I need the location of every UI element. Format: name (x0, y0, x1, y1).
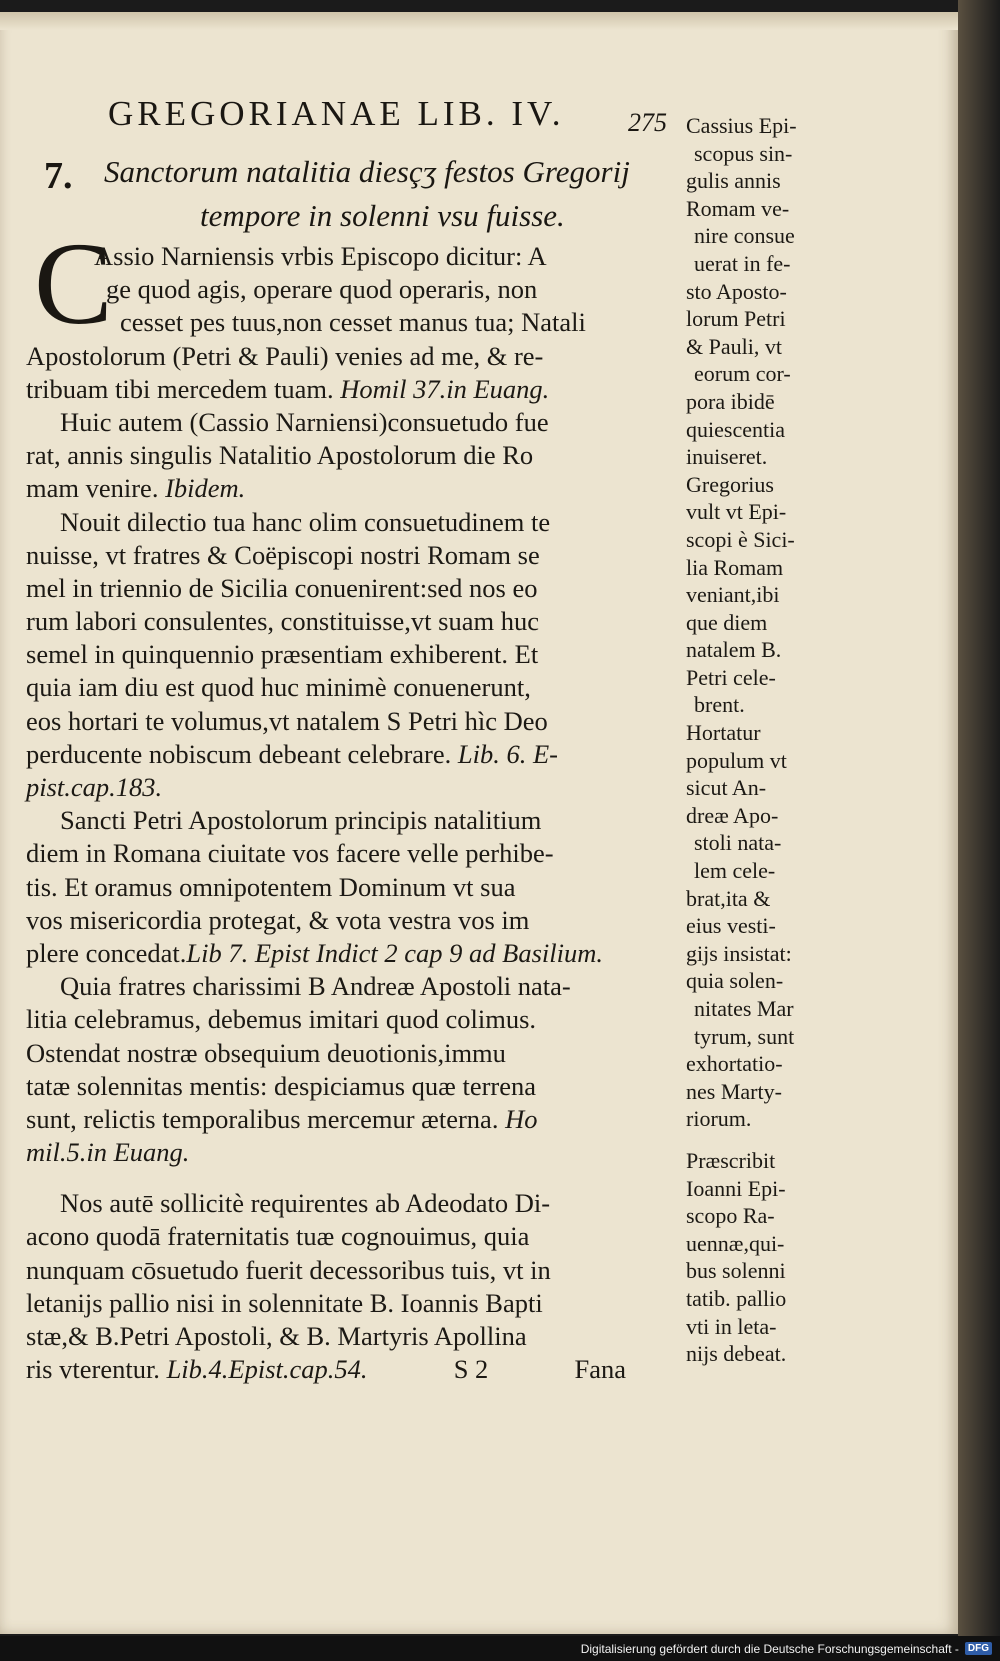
text-line: acono quodā fraternitatis tuæ cognouimus, quia (26, 1221, 530, 1252)
catchword: Fana (574, 1354, 626, 1385)
text-line: Apostolorum (Petri & Pauli) venies ad me, & re- (26, 340, 544, 371)
text-line: Sancti Petri Apostolorum principis natalitium (60, 805, 542, 836)
text-line: tis. Et oramus omnipotentem Dominum vt sua (26, 871, 516, 902)
text-line: tatæ solennitas mentis: despiciamus quæ terrena (26, 1070, 537, 1101)
text-line: Ostendat nostræ obsequium deuotionis,immu (26, 1037, 506, 1068)
margin-note-line: que diem (686, 609, 768, 635)
margin-note-line: brat,ita & (686, 885, 771, 911)
final-text (26, 1353, 368, 1386)
text-line: stæ,& B.Petri Apostoli, & B. Martyris Apollina (26, 1321, 527, 1351)
citation: Lib 7. Epist Indict 2 cap 9 ad Basilium. (186, 937, 603, 968)
citation: Homil 37.in Euang. (340, 373, 550, 404)
text-line: mel in triennio de Sicilia conuenirent:sed nos eo (26, 572, 538, 603)
margin-note-line: lorum Petri (686, 306, 786, 332)
footer-bar (0, 1636, 1000, 1661)
text-run: sunt, relictis temporalibus mercemur æterna. (26, 1103, 499, 1134)
margin-note-line: Præscribit (686, 1147, 776, 1173)
paragraph-gap (26, 1169, 672, 1187)
margin-note-line: pora ibidē (686, 388, 775, 414)
margin-note-line: natalem B. (686, 637, 782, 663)
text-line: Assio Narniensis vrbis Episcopo dicitur: A (94, 241, 547, 271)
margin-note-line: lia Romam (686, 554, 784, 580)
book-spine-shadow (958, 0, 1000, 1636)
text-line (26, 472, 672, 505)
text-line: Quia fratres charissimi B Andreæ Apostoli nata- (60, 971, 571, 1002)
text-run: plere concedat. (26, 937, 187, 968)
citation-line: mil.5.in Euang. (26, 1137, 190, 1168)
margin-note-line: uerat in fe- (694, 250, 791, 276)
margin-note-line: gijs insistat: (686, 940, 792, 966)
text-line: vos misericordia protegat, & vota vestra vos im (26, 904, 530, 935)
margin-note-line: populum vt (686, 747, 787, 773)
margin-note-line: Romam ve- (686, 195, 790, 221)
last-line (26, 1353, 626, 1386)
citation: Ibidem. (165, 473, 246, 504)
margin-note-line: Cassius Epi- (686, 113, 797, 138)
section-title-line: Sanctorum natalitia diesçʒ festos Gregorij (104, 154, 630, 189)
margin-note-line: scopo Ra- (686, 1203, 775, 1229)
text-run: tribuam tibi mercedem tuam. (26, 373, 334, 404)
main-text-block (26, 240, 672, 1386)
text-line: letanijs pallio nisi in solennitate B. Ioannis Bapti (26, 1287, 543, 1318)
margin-note-line: scopi è Sici- (686, 526, 795, 552)
margin-note-line: brent. (694, 692, 745, 718)
margin-note-line: inuiseret. (686, 444, 768, 470)
text-line: Nouit dilectio tua hanc olim consuetudinem te (60, 506, 551, 537)
margin-note-line: Ioanni Epi- (686, 1175, 786, 1201)
text-run: ris vterentur. (26, 1354, 160, 1385)
margin-note-line: nitates Mar (694, 996, 794, 1021)
text-line (26, 738, 672, 771)
text-line: eos hortari te volumus,vt natalem S Petri hìc Deo (26, 705, 548, 736)
citation: Lib. 6. E- (457, 738, 559, 769)
citation: Lib.4.Epist.cap.54. (166, 1354, 368, 1385)
text-line: litia celebramus, debemus imitari quod colimus. (26, 1004, 537, 1035)
text-line: Nos autē sollicitè requirentes ab Adeodato Di- (60, 1188, 551, 1219)
text-line (26, 1353, 672, 1386)
margin-note-line: tyrum, sunt (694, 1023, 795, 1049)
book-page (0, 12, 958, 1634)
margin-note-line: vti in leta- (686, 1313, 777, 1339)
margin-note-line: Petri cele- (686, 664, 776, 690)
margin-note-line: Hortatur (686, 720, 761, 746)
section-number: 7. (44, 155, 73, 197)
margin-note-line: stoli nata- (694, 830, 782, 856)
margin-note-line: sicut An- (686, 775, 767, 801)
page-top-edge (0, 12, 958, 30)
margin-note-line: exhortatio- (686, 1051, 783, 1077)
text-line: rum labori consulentes, constituisse,vt suam huc (26, 606, 539, 637)
margin-note-line: quia solen- (686, 968, 784, 994)
text-line: nuisse, vt fratres & Coëpiscopi nostri Romam se (26, 539, 540, 570)
margin-note-line: nes Marty- (686, 1078, 782, 1104)
drop-cap-initial: C (34, 218, 113, 349)
margin-note-line: nijs debeat. (686, 1341, 787, 1367)
margin-note-line: scopus sin- (694, 140, 793, 166)
margin-note-line: riorum. (686, 1106, 752, 1132)
margin-note-line: vult vt Epi- (686, 499, 787, 525)
text-line: ge quod agis, operare quod operaris, non (106, 274, 538, 305)
section-title (104, 150, 664, 238)
signature-mark: S 2 (453, 1354, 489, 1385)
text-line: cesset pes tuus,non cesset manus tua; Natali (120, 307, 586, 338)
text-run: perducente nobiscum debeant celebrare. (26, 738, 452, 769)
text-line: rat, annis singulis Natalitio Apostolorum die Ro (26, 440, 534, 471)
margin-note-line: uennæ,qui- (686, 1230, 785, 1256)
margin-note-line: nire consue (694, 223, 795, 249)
footer-credit: Digitalisierung gefördert durch die Deutsche Forschungsgemeinschaft - (580, 1641, 959, 1656)
citation: Ho (505, 1103, 538, 1134)
text-line: Huic autem (Cassio Narniensi)consuetudo fue (60, 406, 549, 437)
margin-note-line: eorum cor- (694, 361, 791, 387)
text-run: mam venire. (26, 473, 159, 504)
margin-note-line: gulis annis (686, 168, 781, 194)
dfg-logo-icon[interactable]: DFG (965, 1642, 992, 1655)
margin-notes (686, 112, 836, 1368)
margin-note-line: lem cele- (694, 858, 776, 884)
margin-note-line: bus solenni (686, 1258, 786, 1284)
margin-note-line: dreæ Apo- (686, 802, 779, 828)
text-line (26, 373, 672, 406)
running-head: GREGORIANAE LIB. IV. (108, 94, 565, 133)
citation-line: pist.cap.183. (26, 772, 163, 802)
margin-note-gap (686, 1133, 836, 1147)
text-line (26, 1103, 672, 1136)
margin-note-line: quiescentia (686, 416, 785, 442)
margin-note-line: Gregorius (686, 471, 774, 497)
margin-note-line: sto Aposto- (686, 278, 787, 304)
margin-note-line: eius vesti- (686, 913, 776, 939)
text-line: quia iam diu est quod huc minimè conuenerunt, (26, 672, 531, 703)
margin-note-line: tatib. pallio (686, 1285, 787, 1311)
section-title-line: tempore in solenni vsu fuisse. (200, 198, 565, 233)
text-line: diem in Romana ciuitate vos facere velle perhibe- (26, 838, 554, 869)
margin-note-line: & Pauli, vt (686, 333, 782, 359)
page-number: 275 (628, 108, 667, 137)
text-line: semel in quinquennio præsentiam exhiberent. Et (26, 639, 539, 670)
text-line (26, 937, 672, 970)
text-line: nunquam cōsuetudo fuerit decessoribus tuis, vt in (26, 1254, 551, 1285)
margin-note-line: veniant,ibi (686, 582, 780, 608)
